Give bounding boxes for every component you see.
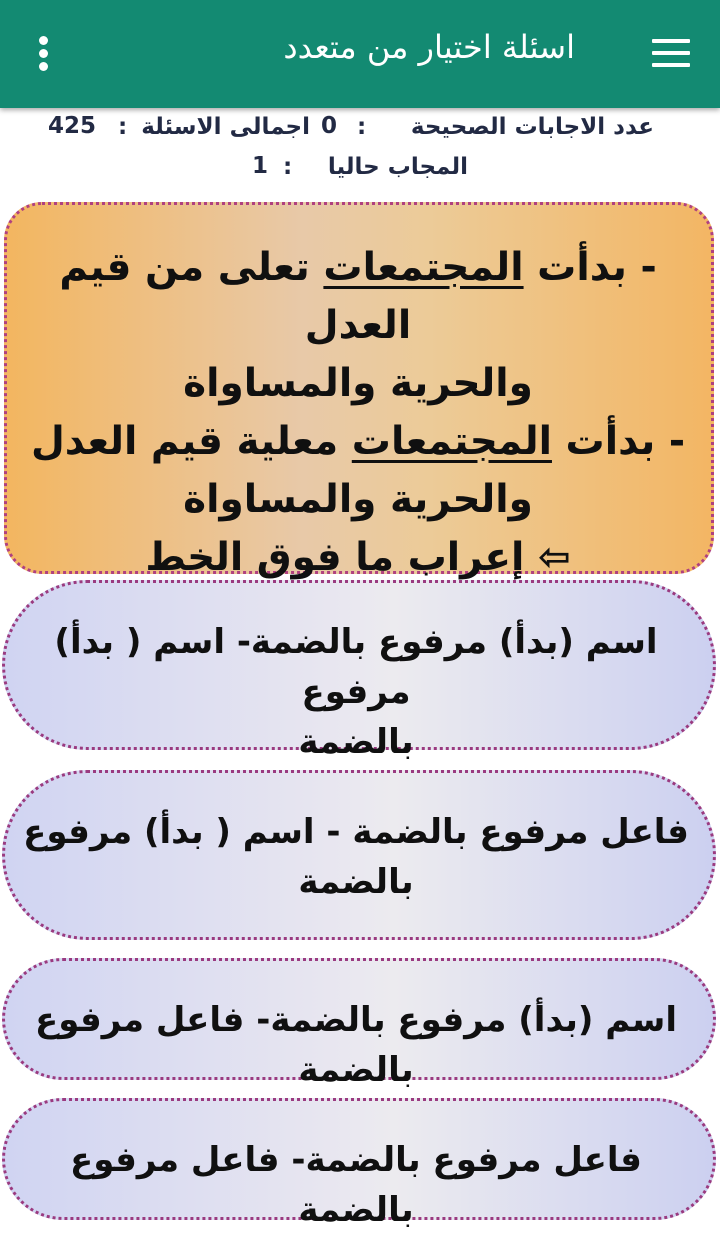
app-bar — [0, 0, 720, 108]
underlined-word: المجتمعات — [323, 245, 524, 290]
answer-option-3-line-1: اسم (بدأ) مرفوع بالضمة- فاعل مرفوع بالضمة — [34, 1000, 677, 1090]
answer-option-4-line-1: فاعل مرفوع بالضمة- فاعل مرفوع بالضمة — [70, 1140, 642, 1230]
answered-label: المجاب حاليا — [327, 154, 468, 180]
answer-option-2-line-2: بالضمة — [298, 862, 414, 902]
answered-sep: : — [283, 154, 293, 180]
correct-sep: : — [357, 114, 367, 140]
correct-answers-label: عدد الاجابات الصحيحة — [410, 114, 654, 140]
answer-option-4[interactable] — [2, 1098, 716, 1230]
question-line-4: والحرية والمساواة — [183, 477, 533, 522]
app-title: اسئلة اختيار من متعدد — [283, 28, 575, 66]
total-sep: : — [118, 114, 128, 140]
question-line-2: والحرية والمساواة — [183, 361, 533, 406]
answer-option-3[interactable] — [2, 958, 716, 1090]
total-questions-label: اجمالى الاسئلة — [141, 114, 310, 140]
total-questions-value: 425 — [48, 113, 97, 139]
correct-answers-value: 0 — [321, 113, 338, 139]
question-line-1: - بدأت المجتمعات تعلى من قيم العدل — [59, 245, 657, 348]
question-text — [15, 239, 701, 587]
answer-option-2[interactable] — [2, 770, 716, 940]
more-vert-icon[interactable] — [34, 36, 54, 72]
answered-value: 1 — [252, 153, 269, 179]
answer-option-1-line-2: بالضمة — [298, 722, 414, 762]
answer-option-1[interactable] — [2, 580, 716, 762]
hamburger-menu-icon[interactable] — [652, 39, 690, 67]
answer-option-2-line-1: فاعل مرفوع بالضمة - اسم ( بدأ) مرفوع — [23, 812, 689, 852]
underlined-word: المجتمعات — [351, 419, 552, 464]
question-line-5: ⇦ إعراب ما فوق الخط — [145, 535, 571, 580]
question-line-3: - بدأت المجتمعات معلية قيم العدل — [30, 419, 686, 464]
answer-option-1-line-1: اسم (بدأ) مرفوع بالضمة- اسم ( بدأ) مرفوع — [54, 622, 658, 712]
question-card — [4, 202, 714, 580]
